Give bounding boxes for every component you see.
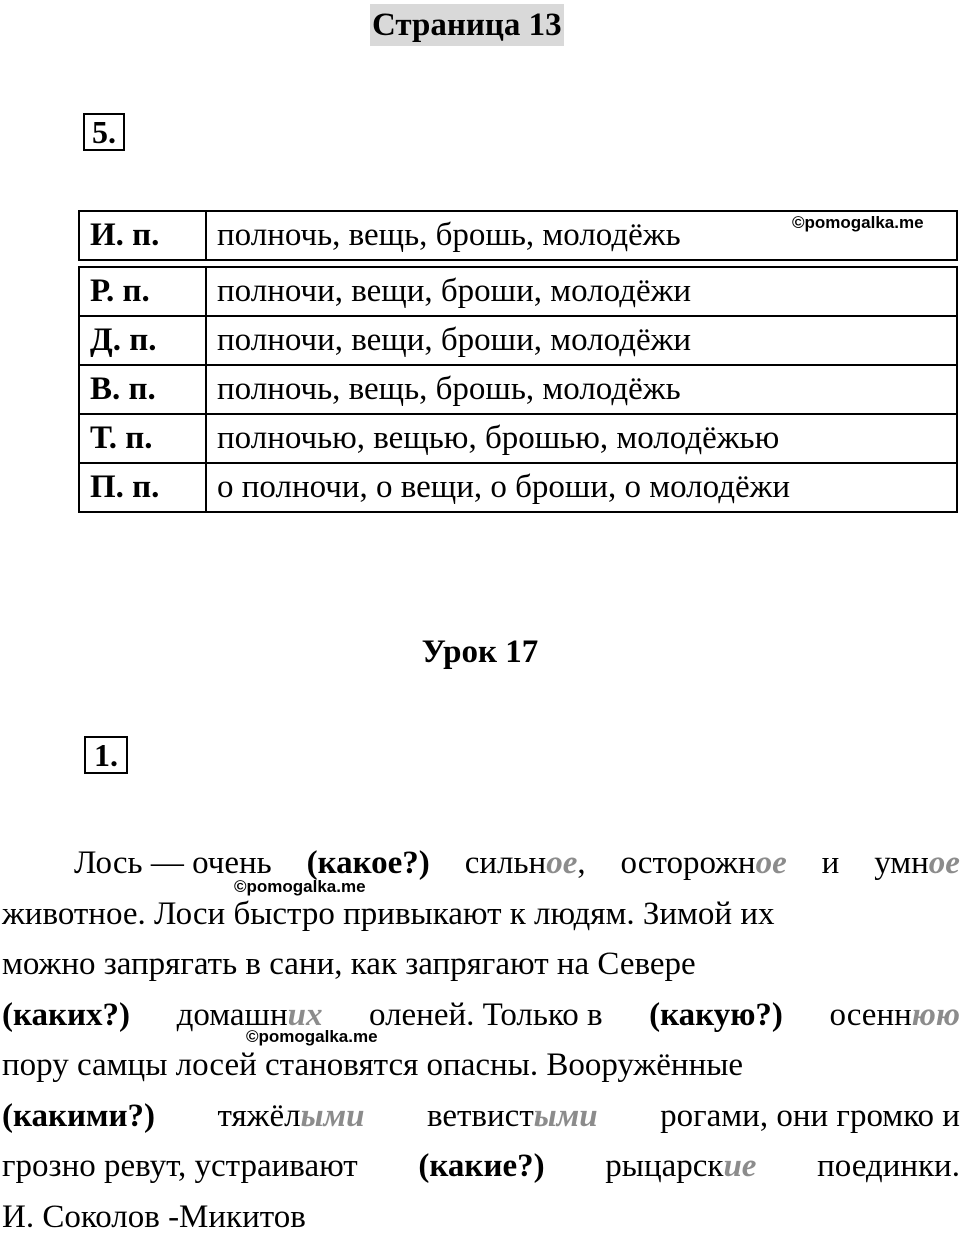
table-row [79, 316, 957, 365]
watermark: ©pomogalka.me [792, 213, 924, 233]
word-stem: тяжёл [218, 1098, 301, 1134]
case-words-cell: полночь, вещь, брошь, молодёжь [206, 365, 957, 414]
plain-text: рогами, они громко и [660, 1091, 960, 1142]
case-table [78, 266, 958, 513]
question-text: (каких?) [2, 990, 130, 1041]
word-stem: сильн [465, 845, 547, 881]
plain-text: Лось — очень [74, 838, 272, 889]
word-stem: осенн [829, 997, 911, 1033]
word-ending: ыми [534, 1098, 598, 1134]
word-ending: ое [756, 845, 787, 881]
word [829, 990, 960, 1041]
task-number-5: 5. [83, 113, 125, 151]
table-row [79, 414, 957, 463]
table-row [79, 365, 957, 414]
plain-text: и [822, 838, 840, 889]
word-ending: их [288, 997, 323, 1033]
word [874, 838, 960, 889]
plain-text: поединки. [817, 1141, 960, 1192]
question-text: (какие?) [418, 1141, 544, 1192]
word [620, 838, 786, 889]
case-words-cell: полночи, вещи, броши, молодёжи [206, 267, 957, 316]
text-line: животное. Лоси быстро привыкают к людям. Зимой их [2, 889, 960, 940]
word-stem: домашн [177, 997, 288, 1033]
punctuation: , [577, 845, 585, 881]
case-name-cell: И. п. [79, 211, 206, 260]
question-text: (какими?) [2, 1091, 155, 1142]
exercise-text [2, 838, 960, 1242]
plain-text: грозно ревут, устраивают [2, 1141, 358, 1192]
case-name-cell: П. п. [79, 463, 206, 512]
lesson-title: Урок 17 [0, 630, 960, 674]
author-line: И. Соколов -Микитов [2, 1192, 960, 1242]
case-words-cell: о полночи, о вещи, о броши, о молодёжи [206, 463, 957, 512]
text-line [2, 1091, 960, 1142]
text-line [2, 1141, 960, 1192]
word-stem: ветвист [427, 1098, 534, 1134]
text-line [2, 990, 960, 1041]
question-text: (какую?) [649, 990, 783, 1041]
word-stem: рыцарск [605, 1148, 723, 1184]
word-stem: осторожн [620, 845, 755, 881]
word-ending: ыми [301, 1098, 365, 1134]
case-words-cell: полночь, вещь, брошь, молодёжь [206, 211, 957, 260]
table-row [79, 463, 957, 512]
word-ending: ие [723, 1148, 756, 1184]
case-name-cell: Т. п. [79, 414, 206, 463]
word [218, 1091, 365, 1142]
case-words-cell: полночи, вещи, броши, молодёжи [206, 316, 957, 365]
watermark: ©pomogalka.me [246, 1027, 378, 1047]
text-line [2, 838, 960, 889]
word [605, 1141, 756, 1192]
word-ending: ое [546, 845, 577, 881]
word-ending: ое [929, 845, 960, 881]
case-name-cell: Р. п. [79, 267, 206, 316]
table-row [79, 267, 957, 316]
word-stem: умн [874, 845, 929, 881]
page-title: Страница 13 [370, 4, 564, 46]
text-line: пору самцы лосей становятся опасны. Вооружённые [2, 1040, 960, 1091]
case-name-cell: В. п. [79, 365, 206, 414]
word-ending: юю [912, 997, 960, 1033]
word [465, 838, 586, 889]
word [427, 1091, 598, 1142]
task-number-1: 1. [84, 736, 128, 774]
watermark: ©pomogalka.me [234, 877, 366, 897]
case-words-cell: полночью, вещью, брошью, молодёжью [206, 414, 957, 463]
plain-text: оленей. Только в [369, 990, 603, 1041]
question-text: (какое?) [307, 838, 430, 889]
text-line: можно запрягать в сани, как запрягают на Севере [2, 939, 960, 990]
case-name-cell: Д. п. [79, 316, 206, 365]
